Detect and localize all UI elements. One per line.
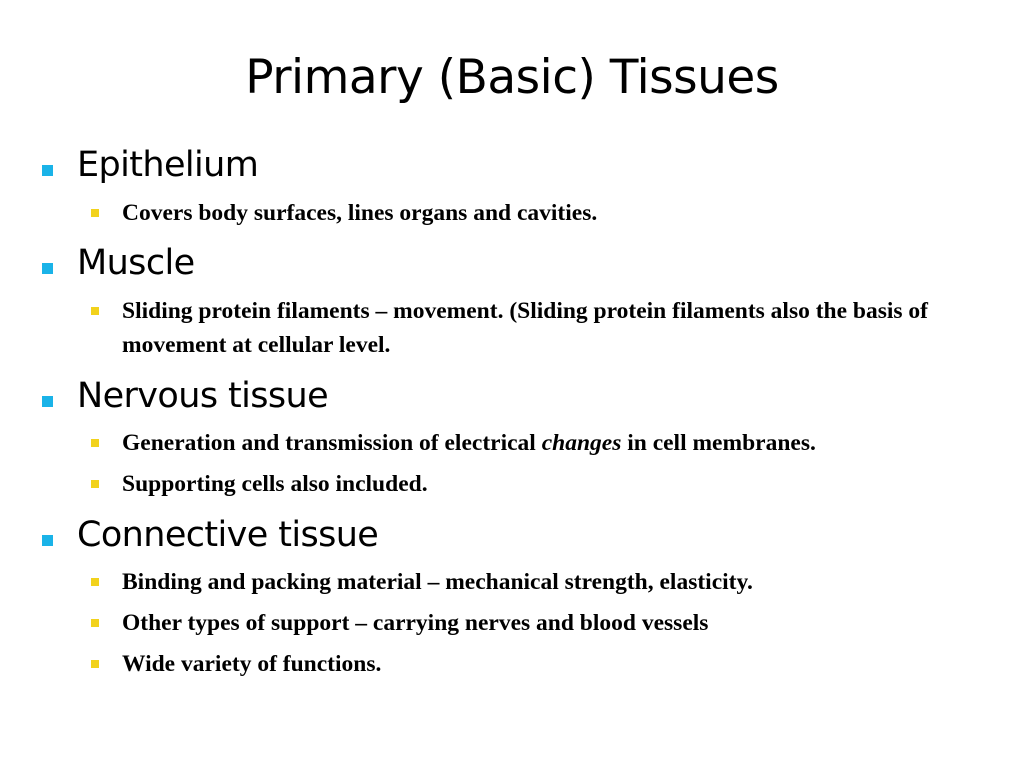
bullet-epithelium — [40, 140, 1000, 190]
square-bullet-icon — [91, 307, 99, 315]
square-bullet-icon — [91, 578, 99, 586]
sub-bullet-text — [122, 426, 982, 460]
text-before-emphasis: Generation and transmission of electrical — [122, 430, 542, 456]
sub-bullet-text: Sliding protein filaments – movement. (Sliding protein filaments also the basis of movement at cellular level. — [122, 298, 929, 358]
bullet-heading: Muscle — [77, 243, 195, 283]
square-bullet-icon — [42, 263, 53, 274]
square-bullet-icon — [91, 209, 99, 217]
square-bullet-icon — [91, 439, 99, 447]
bullet-nervous-tissue — [40, 371, 1000, 421]
sub-bullet-text: Binding and packing material – mechanical strength, elasticity. — [122, 569, 753, 595]
sub-bullet-text: Wide variety of functions. — [122, 651, 382, 677]
sub-bullet-text: Supporting cells also included. — [122, 471, 428, 497]
square-bullet-icon — [42, 535, 53, 546]
emphasized-word: changes — [541, 430, 622, 456]
square-bullet-icon — [91, 619, 99, 627]
bullet-muscle — [40, 238, 1000, 288]
square-bullet-icon — [91, 480, 99, 488]
bullet-heading: Epithelium — [77, 145, 259, 185]
square-bullet-icon — [42, 165, 53, 176]
bullet-connective-tissue — [40, 510, 1000, 560]
slide-title: Primary (Basic) Tissues — [245, 50, 779, 105]
square-bullet-icon — [42, 396, 53, 407]
bullet-heading: Connective tissue — [77, 515, 379, 555]
bullet-heading: Nervous tissue — [77, 376, 329, 416]
sub-bullet-text: Covers body surfaces, lines organs and cavities. — [122, 200, 598, 226]
text-after-emphasis: in cell membranes. — [621, 430, 816, 456]
square-bullet-icon — [91, 660, 99, 668]
sub-bullet-text: Other types of support – carrying nerves and blood vessels — [122, 610, 709, 636]
